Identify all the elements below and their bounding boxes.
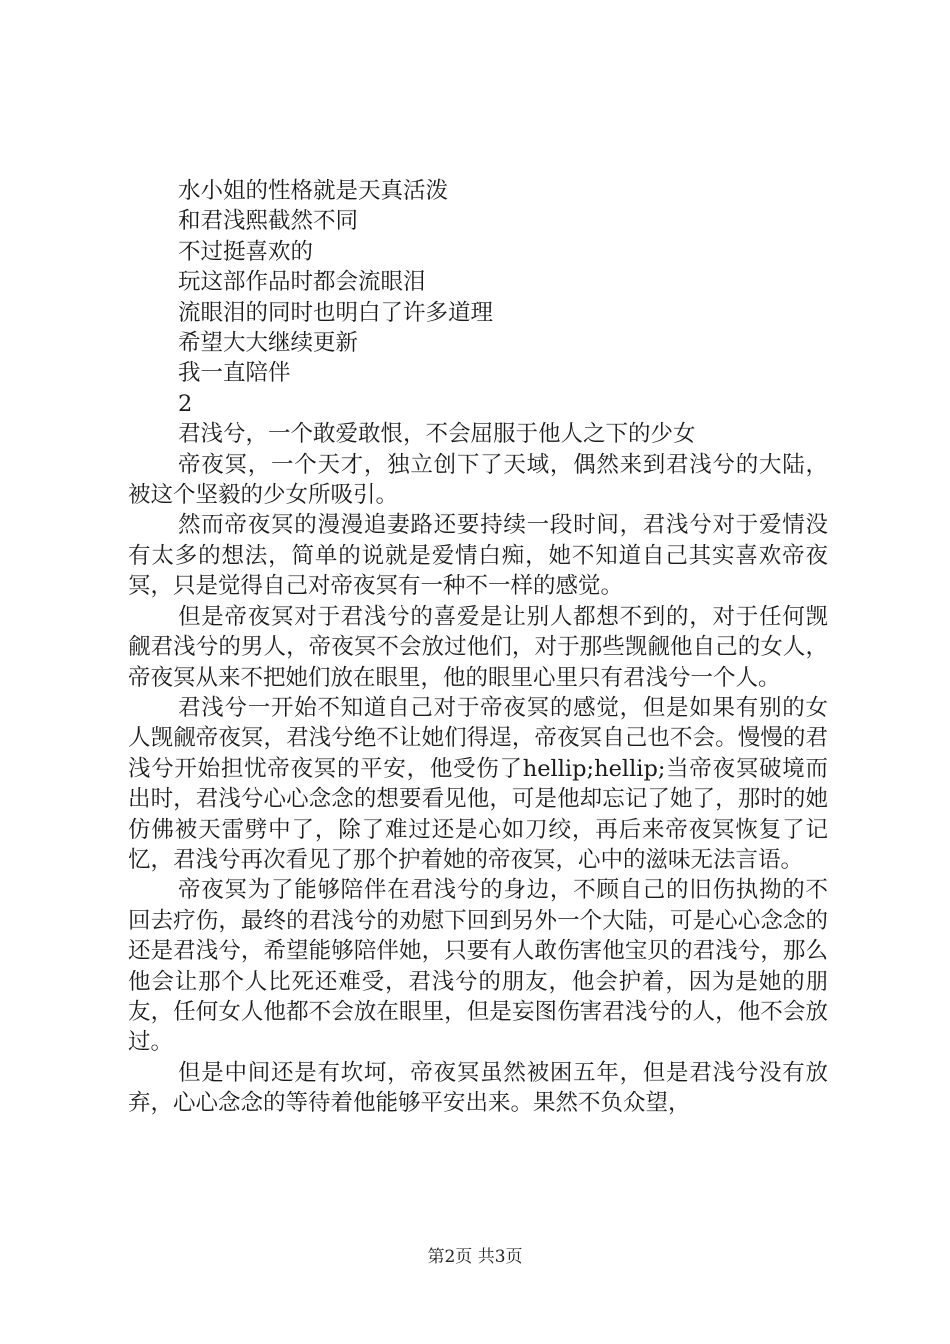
short-line: 和君浅熙截然不同 [178, 208, 359, 235]
short-line: 希望大大继续更新 [178, 330, 359, 357]
paragraph: 然而帝夜冥的漫漫追妻路还要持续一段时间，君浅兮对于爱情没有太多的想法，简单的说就是爱情白痴，她不知道自己其实喜欢帝夜冥，只是觉得自己对帝夜冥有一种不一样的感觉。 [128, 512, 828, 600]
paragraph: 但是帝夜冥对于君浅兮的喜爱是让别人都想不到的，对于任何觊觎君浅兮的男人，帝夜冥不会放过他们，对于那些觊觎他自己的女人，帝夜冥从来不把她们放在眼里，他的眼里心里只有君浅兮一个人。 [128, 603, 828, 691]
section-number: 2 [178, 390, 193, 417]
paragraph: 帝夜冥为了能够陪伴在君浅兮的身边，不顾自己的旧伤执拗的不回去疗伤，最终的君浅兮的劝慰下回到另外一个大陆，可是心心念念的还是君浅兮，希望能够陪伴她，只要有人敢伤害他宝贝的君浅兮，那么他会让那个人比死还难受，君浅兮的朋友，他会护着，因为是她的朋友，任何女人他都不会放在眼里，但是妄图伤害君浅兮的人，他不会放过。 [128, 877, 828, 1056]
short-line: 水小姐的性格就是天真活泼 [178, 178, 449, 204]
short-line: 玩这部作品时都会流眼泪 [178, 269, 426, 296]
paragraph: 君浅兮一开始不知道自己对于帝夜冥的感觉，但是如果有别的女人觊觎帝夜冥，君浅兮绝不让她们得逞，帝夜冥自己也不会。慢慢的君浅兮开始担忧帝夜冥的平安，他受伤了hellip;hellip;当帝夜冥破境而出时，君浅兮心心念念的想要看见他，可是他却忘记了她了，那时的她仿佛被天雷劈中了，除了难过还是心如刀绞，再后来帝夜冥恢复了记忆，君浅兮再次看见了那个护着她的帝夜冥，心中的滋味无法言语。 [128, 694, 828, 873]
short-line: 流眼泪的同时也明白了许多道理 [178, 299, 494, 326]
paragraph: 帝夜冥，一个天才，独立创下了天域，偶然来到君浅兮的大陆，被这个坚毅的少女所吸引。 [128, 451, 828, 509]
page-footer: 第2页 共3页 [427, 1247, 523, 1267]
short-line: 不过挺喜欢的 [178, 238, 314, 265]
paragraph: 君浅兮，一个敢爱敢恨，不会屈服于他人之下的少女 [178, 421, 696, 448]
body-text [128, 176, 828, 1119]
paragraph: 但是中间还是有坎坷，帝夜冥虽然被困五年，但是君浅兮没有放弃，心心念念的等待着他能够平安出来。果然不负众望， [128, 1059, 828, 1117]
short-line: 我一直陪伴 [178, 360, 291, 387]
